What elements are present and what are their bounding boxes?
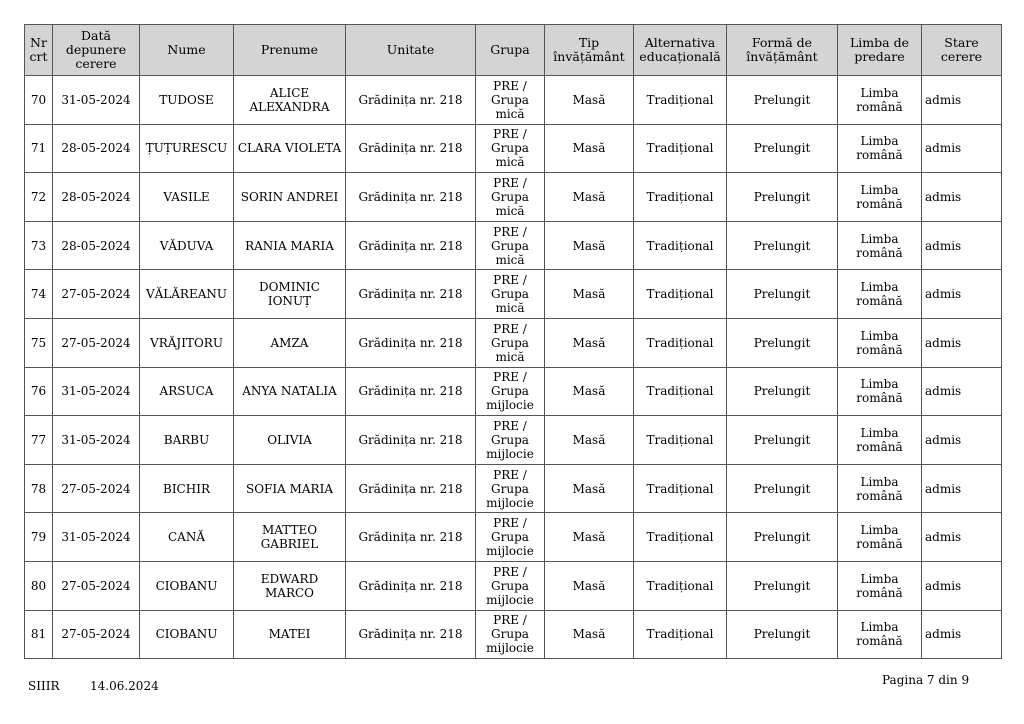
cell-stare-cerere: admis bbox=[922, 318, 1002, 367]
cell-stare-cerere: admis bbox=[922, 513, 1002, 562]
cell-limba-predare: Limba română bbox=[838, 318, 922, 367]
cell-prenume: DOMINIC IONUȚ bbox=[234, 270, 346, 319]
cell-limba-predare: Limba română bbox=[838, 367, 922, 416]
cell-alternativa: Tradițional bbox=[634, 561, 727, 610]
table-row bbox=[25, 173, 1002, 222]
cell-forma-invatamant: Prelungit bbox=[727, 76, 838, 125]
cell-alternativa: Tradițional bbox=[634, 124, 727, 173]
table-row bbox=[25, 270, 1002, 319]
cell-unitate: Grădinița nr. 218 bbox=[346, 76, 476, 125]
cell-data-depunere: 28-05-2024 bbox=[53, 124, 140, 173]
cell-prenume: MATEI bbox=[234, 610, 346, 659]
cell-alternativa: Tradițional bbox=[634, 76, 727, 125]
cell-nr-crt: 81 bbox=[25, 610, 53, 659]
cell-grupa: PRE / Grupa mijlocie bbox=[476, 513, 545, 562]
col-prenume: Prenume bbox=[234, 25, 346, 76]
cell-stare-cerere: admis bbox=[922, 76, 1002, 125]
cell-data-depunere: 27-05-2024 bbox=[53, 561, 140, 610]
col-forma-invatamant: Formă de învățământ bbox=[727, 25, 838, 76]
cell-stare-cerere: admis bbox=[922, 464, 1002, 513]
cell-unitate: Grădinița nr. 218 bbox=[346, 610, 476, 659]
cell-unitate: Grădinița nr. 218 bbox=[346, 270, 476, 319]
cell-nr-crt: 74 bbox=[25, 270, 53, 319]
cell-tip-invatamant: Masă bbox=[545, 124, 634, 173]
cell-alternativa: Tradițional bbox=[634, 221, 727, 270]
cell-stare-cerere: admis bbox=[922, 124, 1002, 173]
table-row bbox=[25, 367, 1002, 416]
cell-forma-invatamant: Prelungit bbox=[727, 464, 838, 513]
cell-grupa: PRE / Grupa mică bbox=[476, 270, 545, 319]
cell-nr-crt: 77 bbox=[25, 416, 53, 465]
cell-limba-predare: Limba română bbox=[838, 124, 922, 173]
cell-grupa: PRE / Grupa mică bbox=[476, 173, 545, 222]
cell-limba-predare: Limba română bbox=[838, 416, 922, 465]
cell-alternativa: Tradițional bbox=[634, 416, 727, 465]
cell-nume: CIOBANU bbox=[140, 610, 234, 659]
cell-tip-invatamant: Masă bbox=[545, 367, 634, 416]
cell-prenume: OLIVIA bbox=[234, 416, 346, 465]
cell-nume: BICHIR bbox=[140, 464, 234, 513]
cell-tip-invatamant: Masă bbox=[545, 561, 634, 610]
cell-unitate: Grădinița nr. 218 bbox=[346, 561, 476, 610]
cell-tip-invatamant: Masă bbox=[545, 270, 634, 319]
cell-grupa: PRE / Grupa mică bbox=[476, 76, 545, 125]
cell-alternativa: Tradițional bbox=[634, 464, 727, 513]
cell-limba-predare: Limba română bbox=[838, 76, 922, 125]
cell-limba-predare: Limba română bbox=[838, 221, 922, 270]
cell-tip-invatamant: Masă bbox=[545, 610, 634, 659]
cell-grupa: PRE / Grupa mică bbox=[476, 221, 545, 270]
cell-nr-crt: 76 bbox=[25, 367, 53, 416]
cell-stare-cerere: admis bbox=[922, 173, 1002, 222]
cell-stare-cerere: admis bbox=[922, 270, 1002, 319]
cell-forma-invatamant: Prelungit bbox=[727, 124, 838, 173]
col-data-depunere: Dată depunere cerere bbox=[53, 25, 140, 76]
cell-alternativa: Tradițional bbox=[634, 610, 727, 659]
cell-unitate: Grădinița nr. 218 bbox=[346, 124, 476, 173]
footer-date: 14.06.2024 bbox=[90, 679, 159, 693]
cell-grupa: PRE / Grupa mijlocie bbox=[476, 464, 545, 513]
cell-nume: CIOBANU bbox=[140, 561, 234, 610]
cell-forma-invatamant: Prelungit bbox=[727, 610, 838, 659]
cell-nume: VĂLĂREANU bbox=[140, 270, 234, 319]
cell-data-depunere: 27-05-2024 bbox=[53, 464, 140, 513]
cell-nr-crt: 73 bbox=[25, 221, 53, 270]
cell-alternativa: Tradițional bbox=[634, 173, 727, 222]
cell-forma-invatamant: Prelungit bbox=[727, 513, 838, 562]
cell-forma-invatamant: Prelungit bbox=[727, 416, 838, 465]
cell-unitate: Grădinița nr. 218 bbox=[346, 221, 476, 270]
cell-nr-crt: 79 bbox=[25, 513, 53, 562]
cell-nr-crt: 75 bbox=[25, 318, 53, 367]
cell-tip-invatamant: Masă bbox=[545, 318, 634, 367]
cell-data-depunere: 28-05-2024 bbox=[53, 173, 140, 222]
table-row bbox=[25, 464, 1002, 513]
cell-alternativa: Tradițional bbox=[634, 270, 727, 319]
table-row bbox=[25, 124, 1002, 173]
cell-grupa: PRE / Grupa mică bbox=[476, 124, 545, 173]
col-tip-invatamant: Tip învățământ bbox=[545, 25, 634, 76]
cell-tip-invatamant: Masă bbox=[545, 464, 634, 513]
cell-forma-invatamant: Prelungit bbox=[727, 173, 838, 222]
cell-unitate: Grădinița nr. 218 bbox=[346, 416, 476, 465]
cell-stare-cerere: admis bbox=[922, 221, 1002, 270]
table-row bbox=[25, 416, 1002, 465]
cell-nr-crt: 72 bbox=[25, 173, 53, 222]
cell-unitate: Grădinița nr. 218 bbox=[346, 464, 476, 513]
cell-data-depunere: 27-05-2024 bbox=[53, 610, 140, 659]
cell-prenume: AMZA bbox=[234, 318, 346, 367]
cell-nume: BARBU bbox=[140, 416, 234, 465]
cell-nr-crt: 80 bbox=[25, 561, 53, 610]
cell-alternativa: Tradițional bbox=[634, 513, 727, 562]
cell-limba-predare: Limba română bbox=[838, 270, 922, 319]
cell-prenume: ANYA NATALIA bbox=[234, 367, 346, 416]
cell-prenume: ALICE ALEXANDRA bbox=[234, 76, 346, 125]
table-header bbox=[25, 25, 1002, 76]
table-row bbox=[25, 221, 1002, 270]
cell-stare-cerere: admis bbox=[922, 416, 1002, 465]
cell-prenume: CLARA VIOLETA bbox=[234, 124, 346, 173]
cell-prenume: SOFIA MARIA bbox=[234, 464, 346, 513]
cell-data-depunere: 27-05-2024 bbox=[53, 270, 140, 319]
cell-unitate: Grădinița nr. 218 bbox=[346, 513, 476, 562]
table-row bbox=[25, 610, 1002, 659]
cell-data-depunere: 31-05-2024 bbox=[53, 416, 140, 465]
cell-nume: VRĂJITORU bbox=[140, 318, 234, 367]
cell-data-depunere: 31-05-2024 bbox=[53, 76, 140, 125]
cell-tip-invatamant: Masă bbox=[545, 76, 634, 125]
cell-prenume: MATTEO GABRIEL bbox=[234, 513, 346, 562]
table-body bbox=[25, 76, 1002, 659]
cell-data-depunere: 28-05-2024 bbox=[53, 221, 140, 270]
cell-stare-cerere: admis bbox=[922, 561, 1002, 610]
cell-prenume: EDWARD MARCO bbox=[234, 561, 346, 610]
cell-stare-cerere: admis bbox=[922, 367, 1002, 416]
col-alternativa: Alternativa educațională bbox=[634, 25, 727, 76]
cell-grupa: PRE / Grupa mijlocie bbox=[476, 610, 545, 659]
col-stare-cerere: Stare cerere bbox=[922, 25, 1002, 76]
cell-nr-crt: 70 bbox=[25, 76, 53, 125]
cell-limba-predare: Limba română bbox=[838, 173, 922, 222]
cell-data-depunere: 31-05-2024 bbox=[53, 367, 140, 416]
cell-nume: VASILE bbox=[140, 173, 234, 222]
cell-nume: ȚUȚURESCU bbox=[140, 124, 234, 173]
table-row bbox=[25, 76, 1002, 125]
cell-grupa: PRE / Grupa mică bbox=[476, 318, 545, 367]
cell-unitate: Grădinița nr. 218 bbox=[346, 367, 476, 416]
cell-nume: TUDOSE bbox=[140, 76, 234, 125]
cell-forma-invatamant: Prelungit bbox=[727, 318, 838, 367]
table-row bbox=[25, 318, 1002, 367]
cell-limba-predare: Limba română bbox=[838, 610, 922, 659]
cell-limba-predare: Limba română bbox=[838, 561, 922, 610]
cell-tip-invatamant: Masă bbox=[545, 416, 634, 465]
cell-forma-invatamant: Prelungit bbox=[727, 367, 838, 416]
cell-unitate: Grădinița nr. 218 bbox=[346, 173, 476, 222]
cell-limba-predare: Limba română bbox=[838, 464, 922, 513]
col-nr-crt: Nr crt bbox=[25, 25, 53, 76]
cell-alternativa: Tradițional bbox=[634, 367, 727, 416]
footer-system: SIIIR bbox=[28, 679, 60, 693]
cell-stare-cerere: admis bbox=[922, 610, 1002, 659]
col-limba-predare: Limba de predare bbox=[838, 25, 922, 76]
cell-nr-crt: 71 bbox=[25, 124, 53, 173]
admission-report-table bbox=[24, 24, 1002, 659]
page-label: Pagina 7 din bbox=[882, 673, 958, 687]
cell-nume: VĂDUVA bbox=[140, 221, 234, 270]
cell-nr-crt: 78 bbox=[25, 464, 53, 513]
cell-nume: ARSUCA bbox=[140, 367, 234, 416]
footer-pagination bbox=[882, 673, 969, 687]
cell-forma-invatamant: Prelungit bbox=[727, 561, 838, 610]
cell-data-depunere: 31-05-2024 bbox=[53, 513, 140, 562]
cell-prenume: SORIN ANDREI bbox=[234, 173, 346, 222]
page-total: 9 bbox=[961, 673, 970, 687]
cell-grupa: PRE / Grupa mijlocie bbox=[476, 367, 545, 416]
cell-data-depunere: 27-05-2024 bbox=[53, 318, 140, 367]
header-row bbox=[25, 25, 1002, 76]
cell-tip-invatamant: Masă bbox=[545, 173, 634, 222]
col-nume: Nume bbox=[140, 25, 234, 76]
cell-tip-invatamant: Masă bbox=[545, 221, 634, 270]
cell-forma-invatamant: Prelungit bbox=[727, 270, 838, 319]
col-grupa: Grupa bbox=[476, 25, 545, 76]
cell-alternativa: Tradițional bbox=[634, 318, 727, 367]
cell-grupa: PRE / Grupa mijlocie bbox=[476, 561, 545, 610]
cell-nume: CANĂ bbox=[140, 513, 234, 562]
table-row bbox=[25, 513, 1002, 562]
cell-unitate: Grădinița nr. 218 bbox=[346, 318, 476, 367]
table-row bbox=[25, 561, 1002, 610]
cell-grupa: PRE / Grupa mijlocie bbox=[476, 416, 545, 465]
col-unitate: Unitate bbox=[346, 25, 476, 76]
cell-prenume: RANIA MARIA bbox=[234, 221, 346, 270]
cell-forma-invatamant: Prelungit bbox=[727, 221, 838, 270]
cell-tip-invatamant: Masă bbox=[545, 513, 634, 562]
cell-limba-predare: Limba română bbox=[838, 513, 922, 562]
